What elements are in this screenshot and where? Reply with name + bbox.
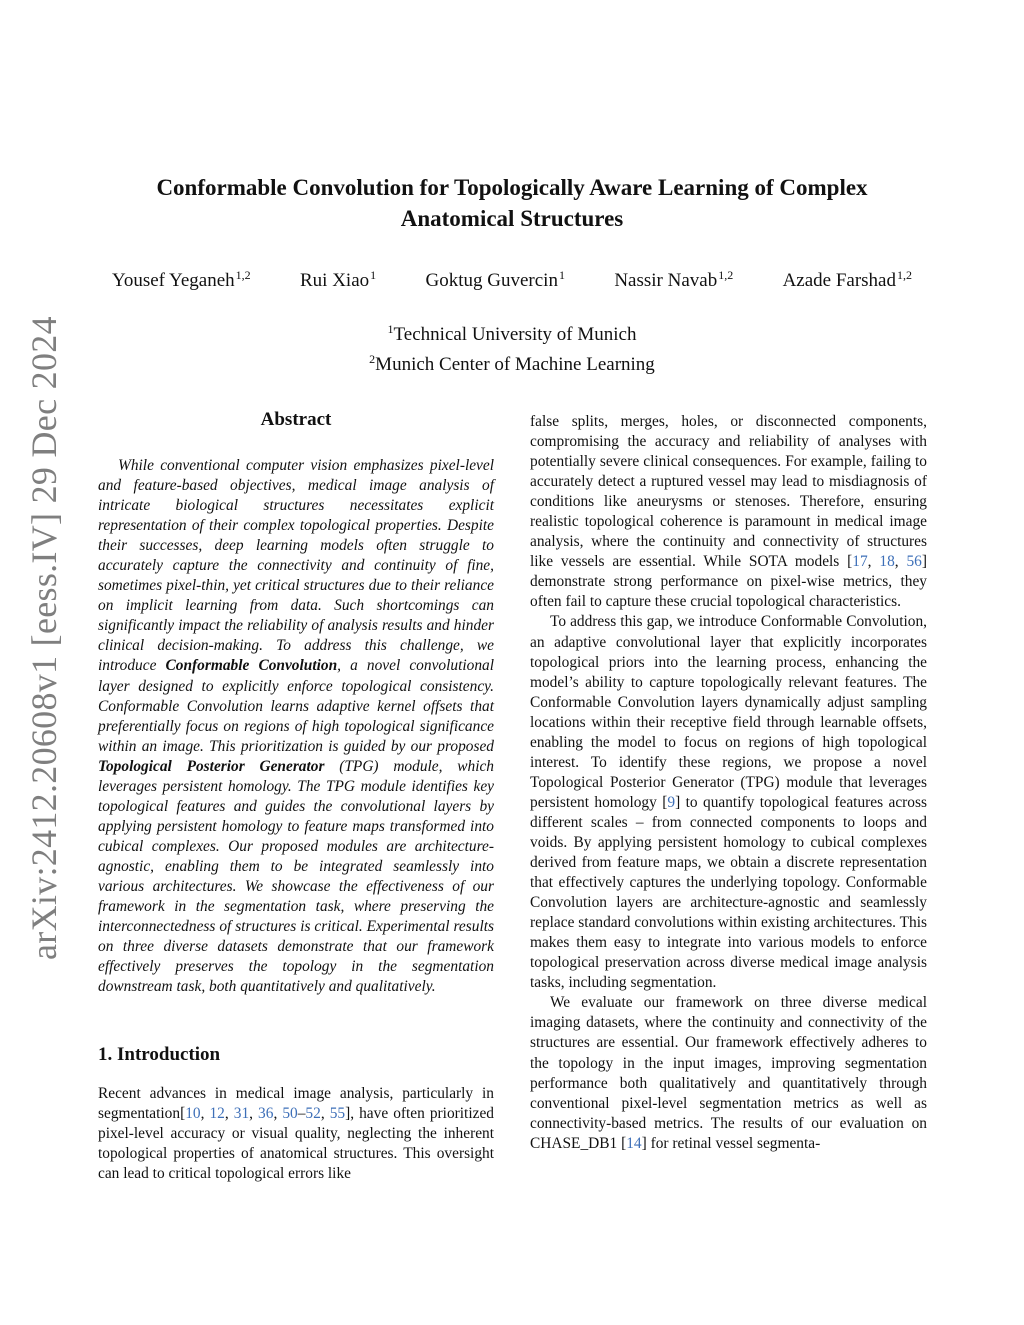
citation-link[interactable]: 50 [282,1105,298,1123]
citation-link[interactable]: 31 [233,1105,250,1123]
affiliation-list [100,317,924,377]
author: Azade Farshad$^{1,2}$ [782,268,912,291]
body-paragraph: We evaluate our framework on three diverse medical imaging datasets, where the continuity and connectivity of the structures are essential. Our framework effectively adheres to the topology in the input images, improving segmentation performance both qualitatively and quantitatively through conventional pixel-level segmentation metrics as well as connectivity-based metrics. The results of our evaluation on CHASE_DB1 [14] for retinal vessel segmenta- [530,994,927,1152]
citation-link[interactable]: 12 [209,1105,225,1123]
citation-link[interactable]: 17 [852,553,868,571]
citation-link[interactable]: 52 [305,1105,321,1123]
emphasis-topological-posterior-generator: Topological Posterior Generator [98,757,325,775]
author: Yousef Yeganeh$^{1,2}$ [112,268,251,291]
citation-link[interactable]: 56 [906,553,922,571]
paper-title [100,172,924,234]
body-paragraph: false splits, merges, holes, or disconnected components, compromising the accuracy and reliability of analyses with potentially severe clinical consequences. For example, failing to accurately detect a ruptured vessel may lead to misdiagnosis of conditions like aneurysms or stenoses. Therefore, ensuring realistic topological coherence is paramount in medical image analysis, where the continuity and connectivity of structures like vessels are essential. While SOTA models [17, 18, 56] demonstrate strong performance on pixel-wise metrics, they often fail to capture these crucial topological characteristics. [530,413,927,611]
author-list [100,268,924,292]
author: Nassir Navab$^{1,2}$ [614,268,734,291]
introduction-paragraph: Recent advances in medical image analysis, particularly in segmentation[10, 12, 31, 36, 50–52, 55], have often prioritized pixel-level accuracy or visual quality, neglecting the inherent topological properties of anatomical structures. This oversight can lead to critical topological errors like [98,1085,494,1183]
abstract-body: While conventional computer vision emphasizes pixel-level and feature-based objectives, medical image analysis of intricate biological structures necessitates explicit representation of their complex topological properties. Despite their successes, deep learning models often struggle to accurately capture the connectivity and continuity of fine, sometimes pixel-thin, yet critical structures due to their reliance on implicit learning from data. Such shortcomings can significantly impact the reliability of analysis results and hinder clinical decision-making. To address this challenge, we introduce Conformable Convolution, a novel convolutional layer designed to explicitly enforce topological consistency. Conformable Convolution learns adaptive kernel offsets that preferentially focus on regions of high topological significance within an image. This prioritization is guided by our proposed Topological Posterior Generator (TPG) module, which leverages persistent homology. The TPG module identifies key topological features and guides the convolutional layers by applying persistent homology to feature maps transformed into cubical complexes. Our proposed modules are architecture-agnostic, enabling them to be integrated seamlessly into various architectures. We showcase the effectiveness of our framework in the segmentation task, where preserving the interconnectedness of structures is critical. Experimental results on three diverse datasets demonstrate that our framework effectively preserves the topology in the segmentation downstream task, both quantitatively and qualitatively. [98,457,494,996]
citation-link[interactable]: 36 [258,1105,274,1123]
introduction-heading: 1. Introduction [98,1044,221,1066]
left-column [98,408,494,1185]
title-line-2: Anatomical Structures [400,206,624,231]
author: Goktug Guvercin$^1$ [425,268,565,291]
title-line-1: Conformable Convolution for Topologically Aware Learning of Complex [156,175,868,200]
affiliation: $^2$Munich Center of Machine Learning [369,352,655,375]
citation-link[interactable]: 18 [879,553,895,571]
body-paragraph: To address this gap, we introduce Conformable Convolution, an adaptive convolutional layer that explicitly incorporates topological priors into the learning process, enhancing the model’s ability to capture topologically relevant features. The Conformable Convolution layers dynamically adjust sampling locations within their receptive field through learnable offsets, enabling the model to focus on regions of high topological interest. To identify these regions, we propose a novel Topological Posterior Generator (TPG) module that leverages persistent homology [9] to quantify topological features across different scales – from connected components to loops and voids. By applying persistent homology to cubical complexes derived from feature maps, we obtain a discrete representation that effectively captures the underlying topology. Conformable Convolution layers are architecture-agnostic and seamlessly replace standard convolutions within existing architectures. This makes them easy to integrate into various models to enforce topological preservation across diverse medical image analysis tasks, including segmentation. [530,613,927,992]
affiliation: $^1$Technical University of Munich [387,322,637,345]
citation-link[interactable]: 55 [329,1105,346,1123]
citation-link[interactable]: 14 [626,1134,642,1152]
author: Rui Xiao$^1$ [300,268,377,291]
citation-link[interactable]: 10 [185,1105,201,1123]
abstract-heading: Abstract [260,409,332,430]
right-column [530,412,927,1154]
arxiv-identifier-stamp: arXiv:2412.20608v1 [eess.IV] 29 Dec 2024 [24,316,64,960]
citation-link[interactable]: 9 [667,793,676,811]
emphasis-conformable-convolution: Conformable Convolution [165,657,338,675]
